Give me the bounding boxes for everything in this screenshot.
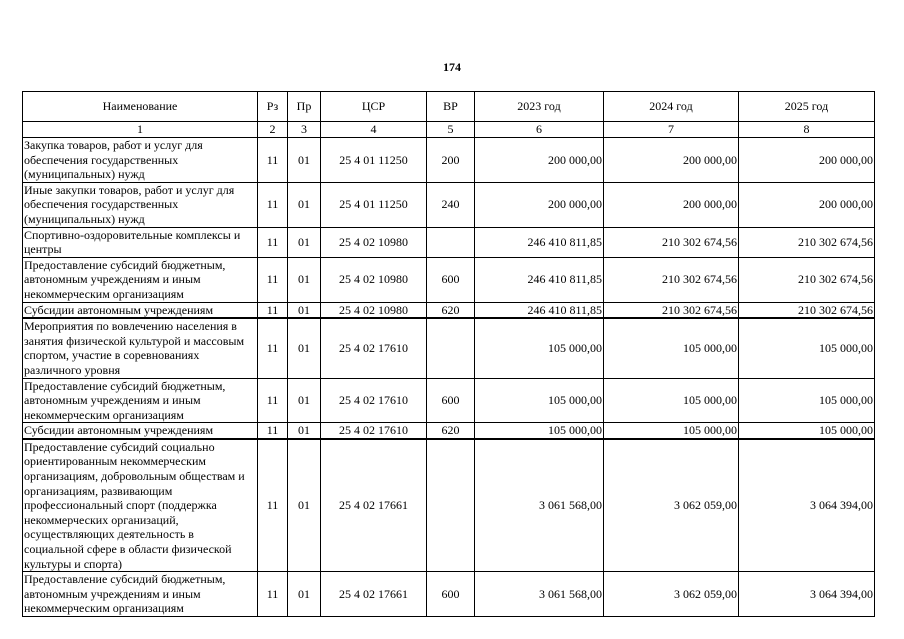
cell-pr: 01 bbox=[288, 182, 321, 227]
column-number: 5 bbox=[427, 122, 475, 138]
cell-2025: 105 000,00 bbox=[739, 318, 875, 378]
cell-2025: 3 064 394,00 bbox=[739, 439, 875, 572]
cell-2025: 210 302 674,56 bbox=[739, 302, 875, 318]
cell-name: Иные закупки товаров, работ и услуг для обеспечения государственных (муниципальных) нужд bbox=[23, 182, 258, 227]
cell-csr: 25 4 02 10980 bbox=[321, 302, 427, 318]
cell-vr: 600 bbox=[427, 572, 475, 617]
cell-2025: 200 000,00 bbox=[739, 138, 875, 183]
cell-csr: 25 4 02 17661 bbox=[321, 439, 427, 572]
cell-vr: 620 bbox=[427, 423, 475, 439]
cell-name: Закупка товаров, работ и услуг для обеспечения государственных (муниципальных) нужд bbox=[23, 138, 258, 183]
cell-rz: 11 bbox=[258, 302, 288, 318]
cell-2023: 105 000,00 bbox=[475, 318, 604, 378]
cell-2023: 3 061 568,00 bbox=[475, 439, 604, 572]
column-number: 3 bbox=[288, 122, 321, 138]
cell-vr: 240 bbox=[427, 182, 475, 227]
cell-2024: 210 302 674,56 bbox=[604, 257, 739, 302]
cell-csr: 25 4 01 11250 bbox=[321, 182, 427, 227]
header-csr: ЦСР bbox=[321, 92, 427, 122]
cell-rz: 11 bbox=[258, 572, 288, 617]
cell-2023: 105 000,00 bbox=[475, 423, 604, 439]
cell-csr: 25 4 02 17661 bbox=[321, 572, 427, 617]
column-number: 4 bbox=[321, 122, 427, 138]
cell-pr: 01 bbox=[288, 227, 321, 257]
cell-2025: 210 302 674,56 bbox=[739, 257, 875, 302]
header-rz: Рз bbox=[258, 92, 288, 122]
cell-2023: 246 410 811,85 bbox=[475, 302, 604, 318]
header-name: Наименование bbox=[23, 92, 258, 122]
cell-2024: 210 302 674,56 bbox=[604, 302, 739, 318]
cell-name: Предоставление субсидий бюджетным, автономным учреждениям и иным некоммерческим организациям bbox=[23, 257, 258, 302]
cell-rz: 11 bbox=[258, 138, 288, 183]
cell-pr: 01 bbox=[288, 378, 321, 423]
budget-table bbox=[22, 91, 875, 617]
cell-csr: 25 4 02 10980 bbox=[321, 257, 427, 302]
cell-pr: 01 bbox=[288, 572, 321, 617]
cell-2024: 105 000,00 bbox=[604, 378, 739, 423]
column-number: 6 bbox=[475, 122, 604, 138]
cell-vr bbox=[427, 439, 475, 572]
cell-2024: 200 000,00 bbox=[604, 182, 739, 227]
cell-name: Предоставление субсидий бюджетным, автономным учреждениям и иным некоммерческим организациям bbox=[23, 378, 258, 423]
table-row bbox=[23, 378, 875, 423]
cell-pr: 01 bbox=[288, 318, 321, 378]
column-number: 2 bbox=[258, 122, 288, 138]
cell-2024: 105 000,00 bbox=[604, 423, 739, 439]
cell-name: Субсидии автономным учреждениям bbox=[23, 302, 258, 318]
cell-rz: 11 bbox=[258, 439, 288, 572]
cell-vr: 600 bbox=[427, 378, 475, 423]
header-vr: ВР bbox=[427, 92, 475, 122]
column-number: 7 bbox=[604, 122, 739, 138]
cell-rz: 11 bbox=[258, 227, 288, 257]
cell-rz: 11 bbox=[258, 257, 288, 302]
table-row bbox=[23, 182, 875, 227]
cell-2024: 200 000,00 bbox=[604, 138, 739, 183]
table-header-row bbox=[23, 92, 875, 122]
column-number: 8 bbox=[739, 122, 875, 138]
header-2023: 2023 год bbox=[475, 92, 604, 122]
cell-2023: 200 000,00 bbox=[475, 182, 604, 227]
cell-2023: 3 061 568,00 bbox=[475, 572, 604, 617]
cell-csr: 25 4 02 17610 bbox=[321, 378, 427, 423]
table-row bbox=[23, 227, 875, 257]
cell-csr: 25 4 02 10980 bbox=[321, 227, 427, 257]
cell-vr: 200 bbox=[427, 138, 475, 183]
table-row bbox=[23, 302, 875, 318]
cell-2025: 200 000,00 bbox=[739, 182, 875, 227]
cell-csr: 25 4 02 17610 bbox=[321, 318, 427, 378]
cell-name: Мероприятия по вовлечению населения в занятия физической культурой и массовым спортом, участие в соревнованиях различного уровня bbox=[23, 318, 258, 378]
cell-rz: 11 bbox=[258, 182, 288, 227]
cell-2025: 105 000,00 bbox=[739, 423, 875, 439]
cell-vr bbox=[427, 318, 475, 378]
table-row bbox=[23, 318, 875, 378]
header-pr: Пр bbox=[288, 92, 321, 122]
column-number-row bbox=[23, 122, 875, 138]
cell-2025: 3 064 394,00 bbox=[739, 572, 875, 617]
header-2024: 2024 год bbox=[604, 92, 739, 122]
cell-vr bbox=[427, 227, 475, 257]
cell-2025: 210 302 674,56 bbox=[739, 227, 875, 257]
cell-name: Спортивно-оздоровительные комплексы и центры bbox=[23, 227, 258, 257]
cell-vr: 620 bbox=[427, 302, 475, 318]
cell-csr: 25 4 01 11250 bbox=[321, 138, 427, 183]
cell-2024: 210 302 674,56 bbox=[604, 227, 739, 257]
cell-name: Предоставление субсидий бюджетным, автономным учреждениям и иным некоммерческим организациям bbox=[23, 572, 258, 617]
cell-pr: 01 bbox=[288, 257, 321, 302]
cell-2023: 200 000,00 bbox=[475, 138, 604, 183]
table-row bbox=[23, 572, 875, 617]
cell-rz: 11 bbox=[258, 318, 288, 378]
cell-2024: 3 062 059,00 bbox=[604, 439, 739, 572]
cell-rz: 11 bbox=[258, 423, 288, 439]
table-row bbox=[23, 439, 875, 572]
cell-pr: 01 bbox=[288, 439, 321, 572]
cell-csr: 25 4 02 17610 bbox=[321, 423, 427, 439]
table-row bbox=[23, 257, 875, 302]
cell-rz: 11 bbox=[258, 378, 288, 423]
cell-2023: 246 410 811,85 bbox=[475, 227, 604, 257]
cell-2025: 105 000,00 bbox=[739, 378, 875, 423]
cell-2024: 105 000,00 bbox=[604, 318, 739, 378]
table-row bbox=[23, 423, 875, 439]
cell-pr: 01 bbox=[288, 423, 321, 439]
cell-name: Предоставление субсидий социально ориентированным некоммерческим организациям, добровольным обществам и организациям, развивающим профессиональный спорт (поддержка некоммерческих организаций, осуществляющих деятельность в социальной сфере в области физической культуры и спорта) bbox=[23, 439, 258, 572]
column-number: 1 bbox=[23, 122, 258, 138]
header-2025: 2025 год bbox=[739, 92, 875, 122]
cell-2023: 105 000,00 bbox=[475, 378, 604, 423]
cell-pr: 01 bbox=[288, 138, 321, 183]
table-row bbox=[23, 138, 875, 183]
cell-2023: 246 410 811,85 bbox=[475, 257, 604, 302]
cell-pr: 01 bbox=[288, 302, 321, 318]
cell-vr: 600 bbox=[427, 257, 475, 302]
cell-name: Субсидии автономным учреждениям bbox=[23, 423, 258, 439]
cell-2024: 3 062 059,00 bbox=[604, 572, 739, 617]
page-number: 174 bbox=[443, 60, 461, 74]
